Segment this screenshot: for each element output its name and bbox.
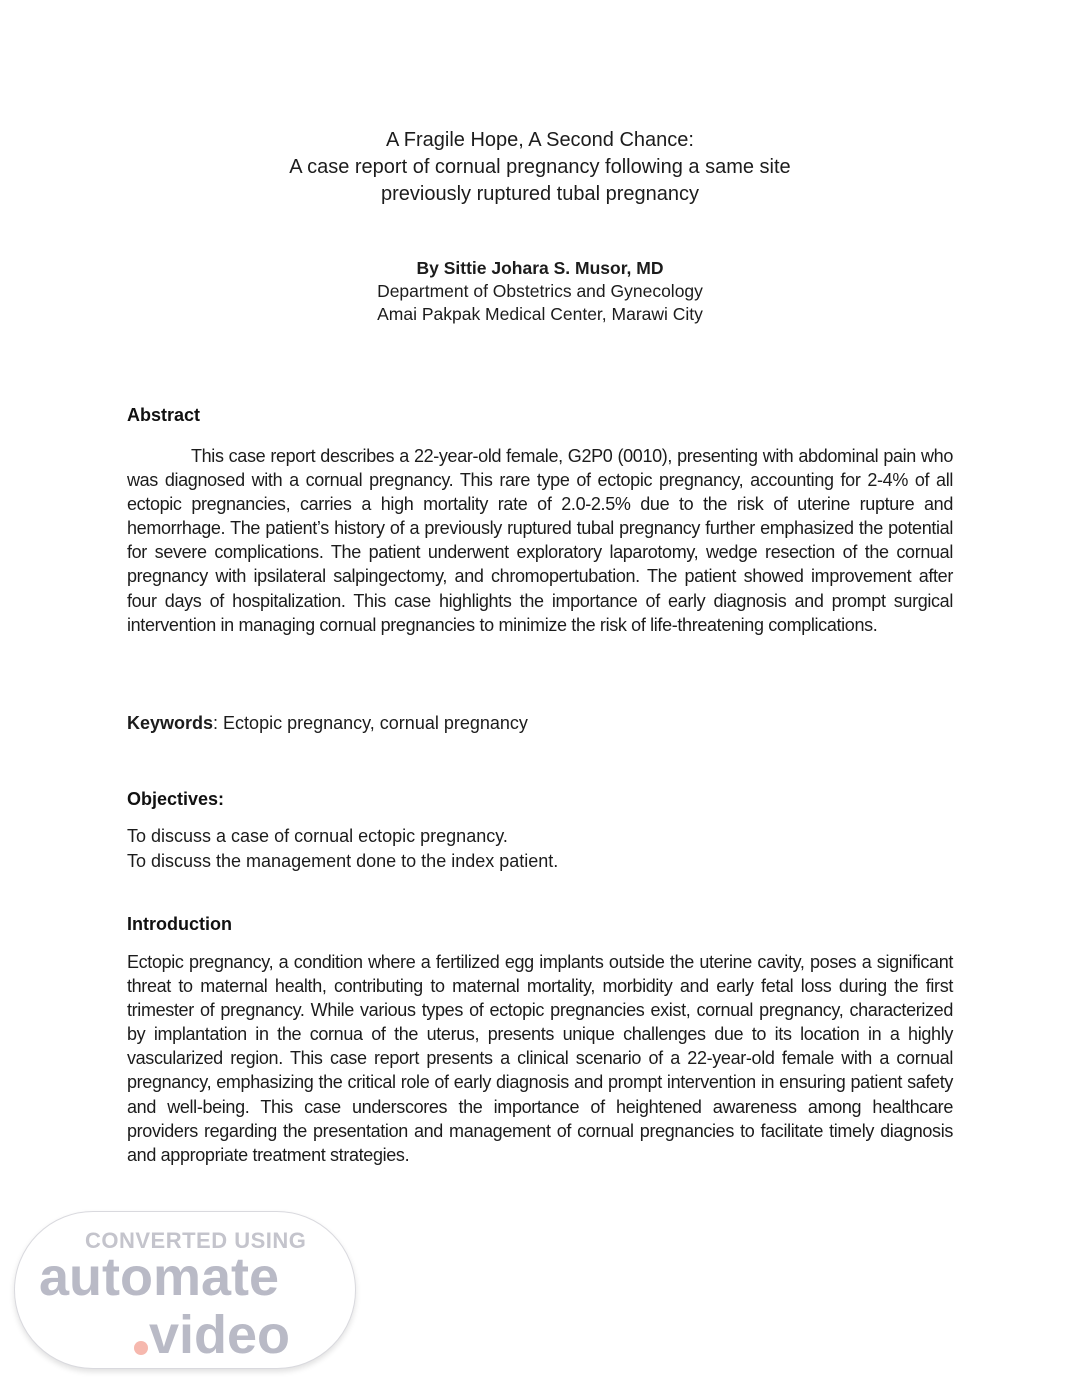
objective-item: To discuss a case of cornual ectopic pregnancy. — [127, 826, 508, 846]
objectives-list — [127, 824, 953, 874]
keywords-label: Keywords — [127, 713, 214, 733]
watermark-caption: CONVERTED USING — [85, 1228, 307, 1253]
author-institution: Amai Pakpak Medical Center, Marawi City — [377, 304, 703, 324]
document-title — [0, 127, 1080, 208]
introduction-section — [127, 912, 953, 1167]
author-block — [0, 257, 1080, 326]
keywords-value: Ectopic pregnancy, cornual pregnancy — [223, 713, 528, 733]
converter-watermark — [14, 1211, 356, 1369]
title-line-1: A Fragile Hope, A Second Chance: — [386, 129, 694, 151]
watermark-brand-automate: automate — [39, 1247, 280, 1307]
keywords-separator: : — [213, 713, 224, 733]
title-line-3: previously ruptured tubal pregnancy — [381, 183, 699, 205]
author-department: Department of Obstetrics and Gynecology — [377, 281, 703, 301]
introduction-text: Ectopic pregnancy, a condition where a fertilized egg implants outside the uterine cavity, poses a significant threat to maternal health, contributing to maternal mortality, morbidity and early fetal loss during the first trimester of pregnancy. While various types of ectopic pregnancies exist, cornual pregnancy, characterized by implantation in the cornua of the uterus, presents unique challenges due to its location in a highly vascularized region. This case report presents a clinical scenario of a 22-year-old female with a cornual pregnancy, emphasizing the critical role of early diagnosis and prompt intervention in ensuring patient safety and well-being. This case underscores the importance of heightened awareness among healthcare providers regarding the presentation and management of cornual pregnancies to facilitate timely diagnosis and appropriate treatment strategies. — [127, 952, 953, 1165]
introduction-heading: Introduction — [127, 914, 232, 934]
abstract-text: This case report describes a 22-year-old female, G2P0 (0010), presenting with abdominal pain who was diagnosed with a cornual pregnancy. This rare type of ectopic pregnancy, accounting for 2-4% of all ectopic pregnancies, carries a high mortality rate of 2.0-2.5% due to the risk of uterine rupture and hemorrhage. The patient’s history of a previously ruptured tubal pregnancy further emphasized the potential for severe complications. The patient underwent exploratory laparotomy, wedge resection of the cornual pregnancy with ipsilateral salpingectomy, and chromopertubation. The patient showed improvement after four days of hospitalization. This case highlights the importance of early diagnosis and prompt surgical intervention in managing cornual pregnancies to minimize the risk of life-threatening complications. — [127, 446, 953, 635]
title-line-2: A case report of cornual pregnancy following a same site — [289, 156, 791, 178]
author-name: By Sittie Johara S. Musor, MD — [416, 258, 664, 278]
objectives-section — [127, 787, 953, 874]
objective-item: To discuss the management done to the index patient. — [127, 851, 559, 871]
abstract-section — [127, 403, 953, 637]
watermark-brand-video: video — [149, 1305, 291, 1365]
keywords-line — [127, 711, 953, 736]
abstract-heading: Abstract — [127, 405, 201, 425]
watermark-dot-icon — [134, 1341, 148, 1355]
objectives-heading: Objectives: — [127, 789, 225, 809]
